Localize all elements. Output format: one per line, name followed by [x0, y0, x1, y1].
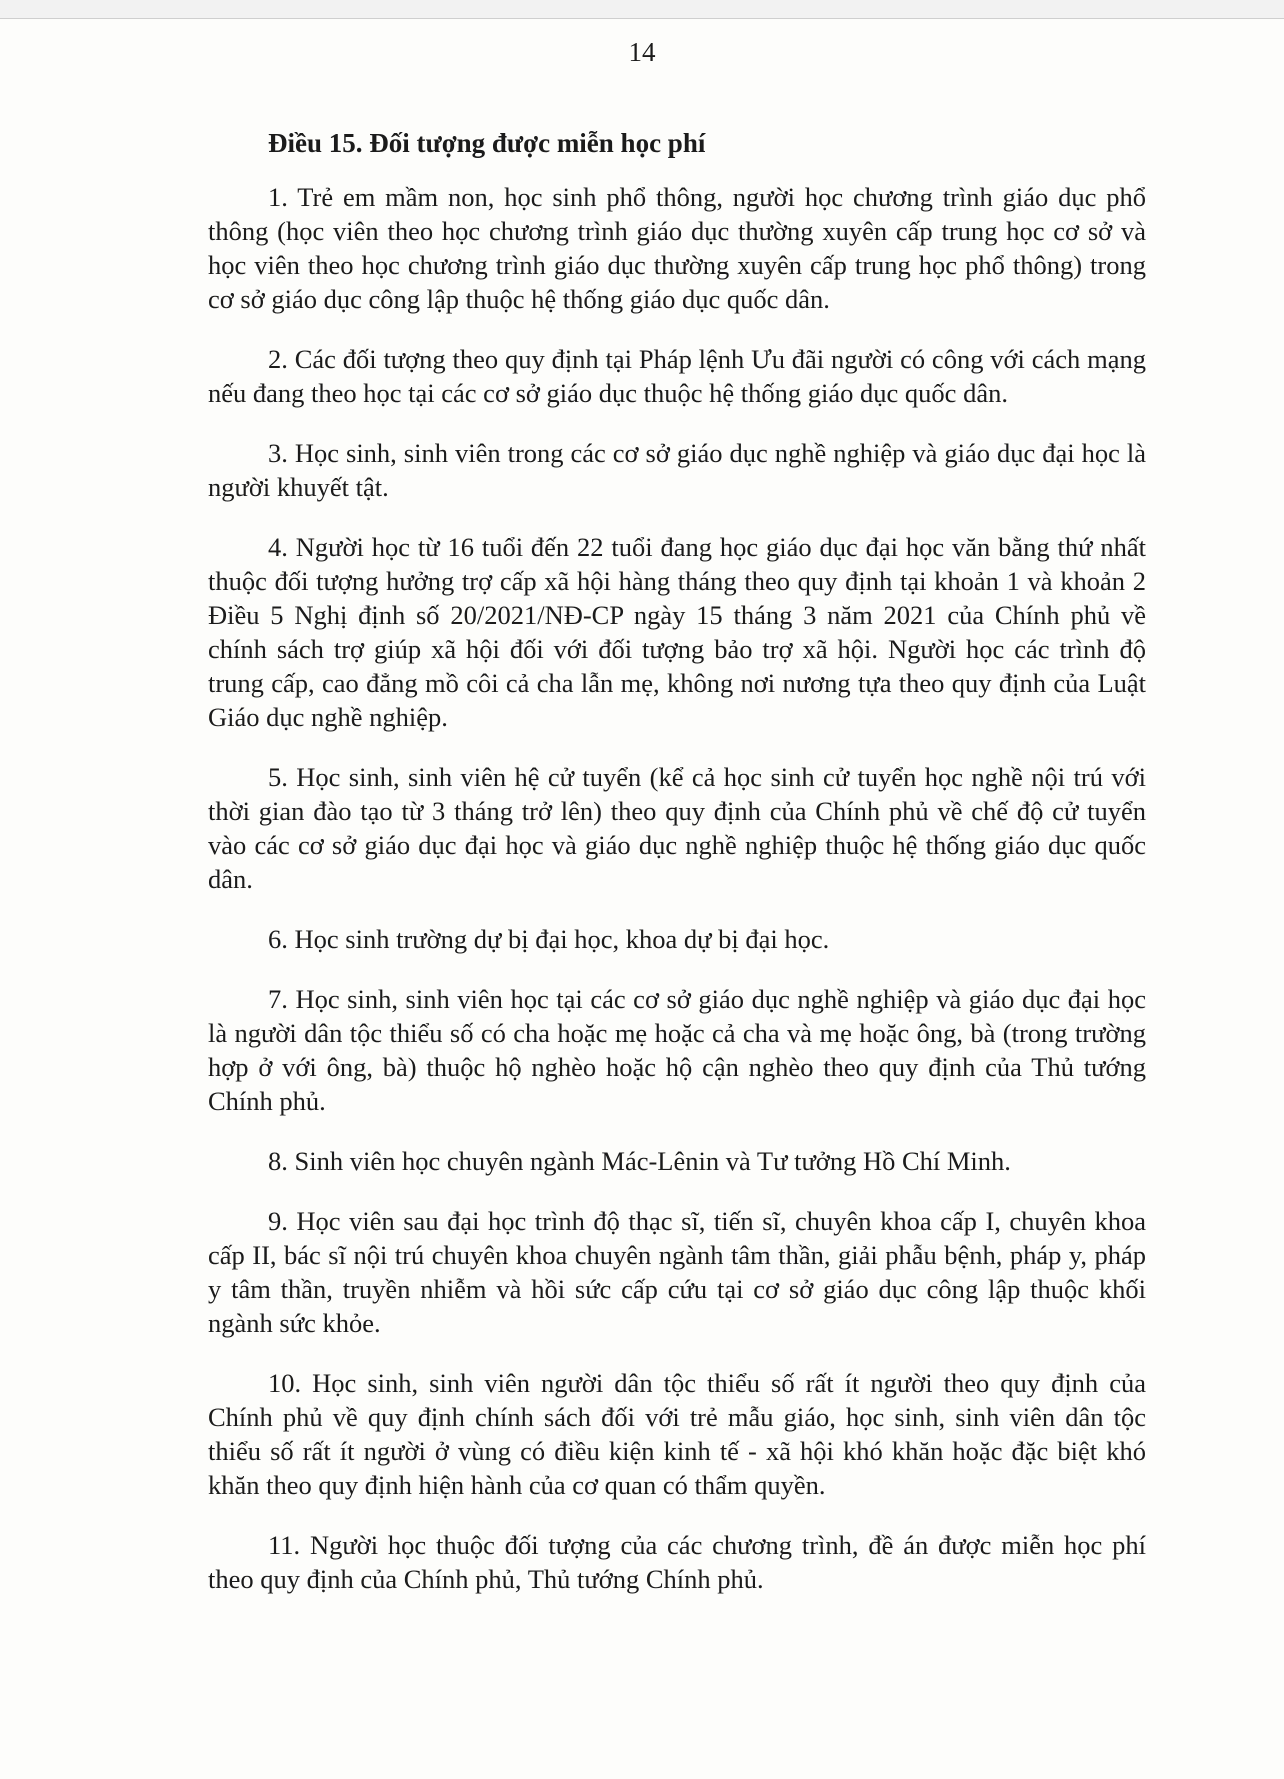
article-heading: Điều 15. Đối tượng được miễn học phí — [268, 128, 706, 158]
paragraph-5: 5. Học sinh, sinh viên hệ cử tuyển (kể cả học sinh cử tuyển học nghề nội trú với thời gian đào tạo từ 3 tháng trở lên) theo quy định của Chính phủ về chế độ cử tuyển vào các cơ sở giáo dục đại học và giáo dục nghề nghiệp thuộc hệ thống giáo dục quốc dân. — [208, 762, 1146, 894]
paragraph-3: 3. Học sinh, sinh viên trong các cơ sở giáo dục nghề nghiệp và giáo dục đại học là người khuyết tật. — [208, 438, 1146, 502]
paragraph-11: 11. Người học thuộc đối tượng của các chương trình, đề án được miễn học phí theo quy định của Chính phủ, Thủ tướng Chính phủ. — [208, 1530, 1146, 1594]
paragraph-6: 6. Học sinh trường dự bị đại học, khoa dự bị đại học. — [268, 924, 830, 954]
paragraph-8: 8. Sinh viên học chuyên ngành Mác-Lênin và Tư tưởng Hồ Chí Minh. — [268, 1146, 1011, 1176]
paragraph-2: 2. Các đối tượng theo quy định tại Pháp lệnh Ưu đãi người có công với cách mạng nếu đang theo học tại các cơ sở giáo dục thuộc hệ thống giáo dục quốc dân. — [208, 344, 1146, 408]
page-number: 14 — [628, 37, 656, 67]
paragraph-1: 1. Trẻ em mầm non, học sinh phổ thông, người học chương trình giáo dục phổ thông (học viên theo học chương trình giáo dục thường xuyên cấp trung học cơ sở và học viên theo học chương trình giáo dục thường xuyên cấp trung học phổ thông) trong cơ sở giáo dục công lập thuộc hệ thống giáo dục quốc dân. — [208, 182, 1146, 314]
paragraph-10: 10. Học sinh, sinh viên người dân tộc thiểu số rất ít người theo quy định của Chính phủ về quy định chính sách đối với trẻ mẫu giáo, học sinh, sinh viên dân tộc thiểu số rất ít người ở vùng có điều kiện kinh tế - xã hội khó khăn hoặc đặc biệt khó khăn theo quy định hiện hành của cơ quan có thẩm quyền. — [208, 1368, 1146, 1500]
paragraph-9: 9. Học viên sau đại học trình độ thạc sĩ, tiến sĩ, chuyên khoa cấp I, chuyên khoa cấp II, bác sĩ nội trú chuyên khoa chuyên ngành tâm thần, giải phẫu bệnh, pháp y, pháp y tâm thần, truyền nhiễm và hồi sức cấp cứu tại cơ sở giáo dục công lập thuộc khối ngành sức khỏe. — [208, 1206, 1146, 1338]
paragraph-4: 4. Người học từ 16 tuổi đến 22 tuổi đang học giáo dục đại học văn bằng thứ nhất thuộc đối tượng hưởng trợ cấp xã hội hàng tháng theo quy định tại khoản 1 và khoản 2 Điều 5 Nghị định số 20/2021/NĐ-CP ngày 15 tháng 3 năm 2021 của Chính phủ về chính sách trợ giúp xã hội đối với đối tượng bảo trợ xã hội. Người học các trình độ trung cấp, cao đẳng mồ côi cả cha lẫn mẹ, không nơi nương tựa theo quy định của Luật Giáo dục nghề nghiệp. — [208, 532, 1146, 732]
paragraph-7: 7. Học sinh, sinh viên học tại các cơ sở giáo dục nghề nghiệp và giáo dục đại học là người dân tộc thiểu số có cha hoặc mẹ hoặc cả cha và mẹ hoặc ông, bà (trong trường hợp ở với ông, bà) thuộc hộ nghèo hoặc hộ cận nghèo theo quy định của Thủ tướng Chính phủ. — [208, 984, 1146, 1116]
document-body — [208, 125, 1146, 1622]
top-edge-bar — [0, 0, 1284, 19]
